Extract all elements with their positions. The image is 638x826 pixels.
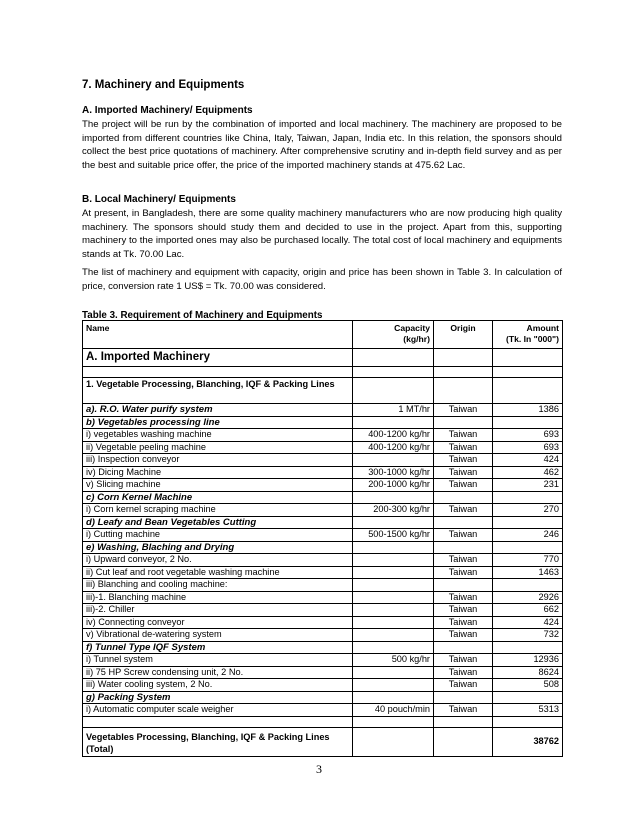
table-row <box>83 429 563 442</box>
row-name: g) Packing System <box>83 691 353 704</box>
subsection-row <box>83 516 563 529</box>
group-title: 1. Vegetable Processing, Blanching, IQF & Packing Lines <box>83 378 353 404</box>
subsection-row <box>83 404 563 417</box>
table-row <box>83 454 563 467</box>
row-capacity <box>353 454 434 467</box>
section-heading: 7. Machinery and Equipments <box>82 79 245 91</box>
row-name: iii) Inspection conveyor <box>83 454 353 467</box>
row-origin: Taiwan <box>434 566 493 579</box>
row-name: i) vegetables washing machine <box>83 429 353 442</box>
row-name: iii)-2. Chiller <box>83 604 353 617</box>
row-capacity: 500 kg/hr <box>353 654 434 667</box>
row-origin <box>434 491 493 504</box>
row-origin: Taiwan <box>434 629 493 642</box>
table-row <box>83 704 563 717</box>
row-name: ii) 75 HP Screw condensing unit, 2 No. <box>83 666 353 679</box>
subsection-row <box>83 691 563 704</box>
row-origin: Taiwan <box>434 479 493 492</box>
row-amount: 12936 <box>493 654 563 667</box>
row-amount: 693 <box>493 429 563 442</box>
row-capacity <box>353 691 434 704</box>
spacer-row <box>83 716 563 727</box>
subsection-b-heading: B. Local Machinery/ Equipments <box>82 194 236 205</box>
row-origin: Taiwan <box>434 441 493 454</box>
row-amount <box>493 641 563 654</box>
row-amount: 1463 <box>493 566 563 579</box>
row-name: ii) Cut leaf and root vegetable washing machine <box>83 566 353 579</box>
table-row <box>83 654 563 667</box>
row-amount <box>493 416 563 429</box>
subsection-row <box>83 491 563 504</box>
row-amount <box>493 579 563 592</box>
row-origin <box>434 516 493 529</box>
page-number: 3 <box>316 762 322 776</box>
header-amount-line2: (Tk. In "000") <box>505 334 559 344</box>
row-origin <box>434 541 493 554</box>
row-capacity <box>353 579 434 592</box>
row-name: iv) Connecting conveyor <box>83 616 353 629</box>
row-capacity <box>353 554 434 567</box>
subsection-a-paragraph: The project will be run by the combination of imported and local machinery. The machinery are proposed to be imported from different countries like China, Italy, Taiwan, Japan, India etc. In this relation, the sponsors should collect the best price quotations of machinery. After comprehensive scrutiny and in-depth field survey and as per the best and suitable price offer, the price of the imported machinery stands at 475.62 Lac. <box>82 119 562 172</box>
row-name: c) Corn Kernel Machine <box>83 491 353 504</box>
row-capacity <box>353 516 434 529</box>
row-name: i) Cutting machine <box>83 529 353 542</box>
row-amount <box>493 516 563 529</box>
row-capacity <box>353 641 434 654</box>
subsection-b-paragraph: At present, in Bangladesh, there are some quality machinery manufacturers who are now producing high quality machinery. The sponsors should study them and decided to use in the project. Apart from this, supporting machinery to the imported ones may also be purchased locally. The total cost of local machinery and equipments stands at Tk. 70.00 Lac. <box>82 208 562 261</box>
row-amount: 1386 <box>493 404 563 417</box>
group-title-row <box>83 378 563 404</box>
machinery-table <box>82 320 563 757</box>
row-capacity: 400-1200 kg/hr <box>353 441 434 454</box>
subsection-row <box>83 641 563 654</box>
row-name: v) Slicing machine <box>83 479 353 492</box>
section-a-label: A. Imported Machinery <box>83 349 353 367</box>
row-amount: 270 <box>493 504 563 517</box>
row-capacity <box>353 491 434 504</box>
row-name: d) Leafy and Bean Vegetables Cutting <box>83 516 353 529</box>
row-amount: 662 <box>493 604 563 617</box>
row-origin: Taiwan <box>434 591 493 604</box>
row-capacity: 1 MT/hr <box>353 404 434 417</box>
row-amount: 231 <box>493 479 563 492</box>
subsection-row <box>83 541 563 554</box>
row-origin: Taiwan <box>434 529 493 542</box>
row-origin: Taiwan <box>434 666 493 679</box>
row-capacity <box>353 666 434 679</box>
row-name: iii) Blanching and cooling machine: <box>83 579 353 592</box>
row-amount: 693 <box>493 441 563 454</box>
row-name: iii) Water cooling system, 2 No. <box>83 679 353 692</box>
table-row <box>83 591 563 604</box>
row-amount: 424 <box>493 454 563 467</box>
table-caption: Table 3. Requirement of Machinery and Equipments <box>82 310 323 321</box>
table-row <box>83 616 563 629</box>
table-row <box>83 554 563 567</box>
row-origin: Taiwan <box>434 429 493 442</box>
table-row <box>83 529 563 542</box>
row-amount: 732 <box>493 629 563 642</box>
row-origin: Taiwan <box>434 679 493 692</box>
row-amount: 8624 <box>493 666 563 679</box>
row-capacity: 200-1000 kg/hr <box>353 479 434 492</box>
row-amount <box>493 491 563 504</box>
row-origin: Taiwan <box>434 604 493 617</box>
header-capacity-line2: (kg/hr) <box>403 334 430 344</box>
subsection-row <box>83 416 563 429</box>
table-row <box>83 479 563 492</box>
row-name: i) Automatic computer scale weigher <box>83 704 353 717</box>
total-label: Vegetables Processing, Blanching, IQF & Packing Lines (Total) <box>83 727 353 756</box>
row-amount: 462 <box>493 466 563 479</box>
section-a-row <box>83 349 563 367</box>
row-origin: Taiwan <box>434 704 493 717</box>
row-name: i) Upward conveyor, 2 No. <box>83 554 353 567</box>
row-name: i) Tunnel system <box>83 654 353 667</box>
total-row <box>83 727 563 756</box>
row-origin: Taiwan <box>434 466 493 479</box>
row-amount: 2926 <box>493 591 563 604</box>
row-name: iv) Dicing Machine <box>83 466 353 479</box>
row-name: a). R.O. Water purify system <box>83 404 353 417</box>
row-name: f) Tunnel Type IQF System <box>83 641 353 654</box>
row-capacity: 500-1500 kg/hr <box>353 529 434 542</box>
row-name: b) Vegetables processing line <box>83 416 353 429</box>
row-amount: 508 <box>493 679 563 692</box>
row-name: v) Vibrational de-watering system <box>83 629 353 642</box>
row-capacity <box>353 541 434 554</box>
header-capacity <box>353 321 434 349</box>
row-origin <box>434 691 493 704</box>
row-capacity <box>353 591 434 604</box>
table-row <box>83 466 563 479</box>
row-amount: 246 <box>493 529 563 542</box>
row-name: ii) Vegetable peeling machine <box>83 441 353 454</box>
row-origin <box>434 416 493 429</box>
table-row <box>83 441 563 454</box>
table-row <box>83 679 563 692</box>
table-row <box>83 566 563 579</box>
header-amount-line1: Amount <box>526 323 559 333</box>
row-name: e) Washing, Blaching and Drying <box>83 541 353 554</box>
row-origin <box>434 579 493 592</box>
row-capacity: 200-300 kg/hr <box>353 504 434 517</box>
spacer-row <box>83 367 563 378</box>
row-capacity <box>353 679 434 692</box>
header-origin: Origin <box>434 321 493 349</box>
row-amount <box>493 691 563 704</box>
row-origin: Taiwan <box>434 616 493 629</box>
row-capacity: 300-1000 kg/hr <box>353 466 434 479</box>
table-row <box>83 629 563 642</box>
table-row <box>83 666 563 679</box>
row-origin: Taiwan <box>434 454 493 467</box>
row-capacity: 40 pouch/min <box>353 704 434 717</box>
row-capacity <box>353 629 434 642</box>
row-origin: Taiwan <box>434 504 493 517</box>
table-header-row <box>83 321 563 349</box>
row-capacity <box>353 416 434 429</box>
total-amount: 38762 <box>493 727 563 756</box>
row-amount: 770 <box>493 554 563 567</box>
header-amount <box>493 321 563 349</box>
header-capacity-line1: Capacity <box>394 323 430 333</box>
row-amount <box>493 541 563 554</box>
row-amount: 5313 <box>493 704 563 717</box>
row-capacity <box>353 616 434 629</box>
row-name: iii)-1. Blanching machine <box>83 591 353 604</box>
subsection-a-heading: A. Imported Machinery/ Equipments <box>82 105 253 116</box>
row-name: i) Corn kernel scraping machine <box>83 504 353 517</box>
table-intro-paragraph: The list of machinery and equipment with capacity, origin and price has been shown in Table 3. In calculation of price, conversion rate 1 US$ = Tk. 70.00 was considered. <box>82 267 562 292</box>
row-origin <box>434 641 493 654</box>
table-row <box>83 579 563 592</box>
table-row <box>83 504 563 517</box>
row-amount: 424 <box>493 616 563 629</box>
row-origin: Taiwan <box>434 554 493 567</box>
table-row <box>83 604 563 617</box>
row-capacity <box>353 566 434 579</box>
header-name: Name <box>83 321 353 349</box>
row-origin: Taiwan <box>434 654 493 667</box>
row-origin: Taiwan <box>434 404 493 417</box>
row-capacity: 400-1200 kg/hr <box>353 429 434 442</box>
row-capacity <box>353 604 434 617</box>
